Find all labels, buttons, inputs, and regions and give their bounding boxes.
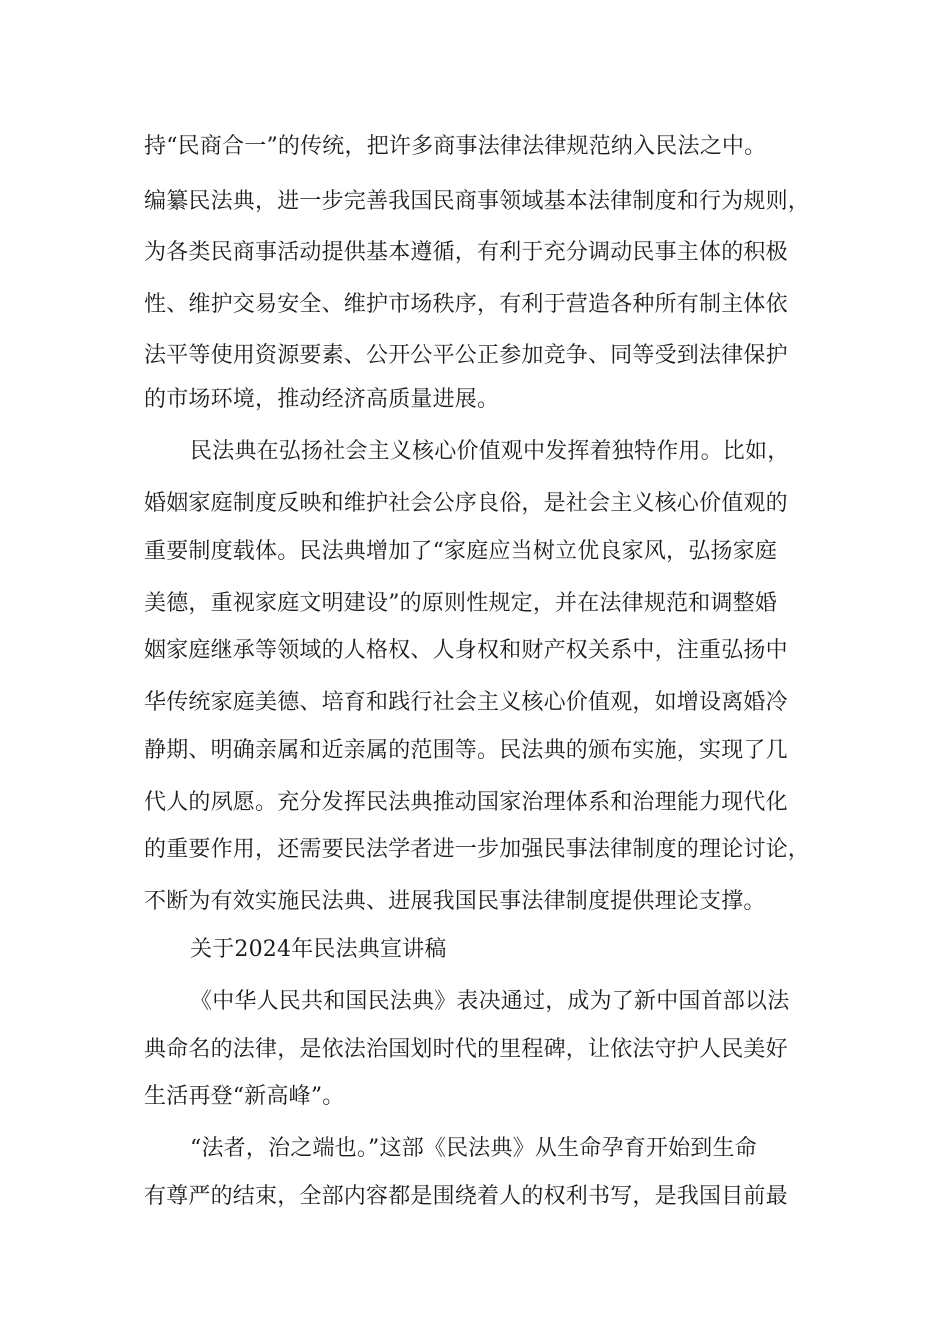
text-line: 姻家庭继承等领域的人格权、人身权和财产权关系中，注重弘扬中 <box>144 638 788 663</box>
text-line: 典命名的法律，是依法治国划时代的里程碑，让依法守护人民美好 <box>144 1037 788 1062</box>
text-line: 的市场环境，推动经济高质量进展。 <box>144 387 500 412</box>
text-line: 持“民商合一”的传统，把许多商事法律法律规范纳入民法之中。 <box>144 134 767 159</box>
text-line: 美德，重视家庭文明建设”的原则性规定，并在法律规范和调整婚 <box>144 591 778 616</box>
text-line: 性、维护交易安全、维护市场秩序，有利于营造各种所有制主体依 <box>144 292 788 317</box>
text-line: 不断为有效实施民法典、进展我国民事法律制度提供理论支撑。 <box>144 889 766 914</box>
text-line: 静期、明确亲属和近亲属的范围等。民法典的颁布实施，实现了几 <box>144 738 788 763</box>
paragraph-start-line: 《中华人民共和国民法典》表决通过，成为了新中国首部以法 <box>190 989 790 1014</box>
text-line: 编纂民法典，进一步完善我国民商事领域基本法律制度和行为规则， <box>144 189 811 214</box>
text-line: 婚姻家庭制度反映和维护社会公序良俗，是社会主义核心价值观的 <box>144 491 788 516</box>
paragraph-start-line: 民法典在弘扬社会主义核心价值观中发挥着独特作用。比如， <box>190 439 790 464</box>
text-line: 的重要作用，还需要民法学者进一步加强民事法律制度的理论讨论， <box>144 837 811 862</box>
section-heading: 关于2024年民法典宣讲稿 <box>190 937 447 962</box>
text-line: 重要制度载体。民法典增加了“家庭应当树立优良家风，弘扬家庭 <box>144 539 778 564</box>
text-line: 生活再登“新高峰”。 <box>144 1084 345 1109</box>
paragraph-start-line: “法者，治之端也。”这部《民法典》从生命孕育开始到生命 <box>190 1136 757 1161</box>
text-line: 有尊严的结束，全部内容都是围绕着人的权利书写，是我国目前最 <box>144 1184 788 1209</box>
text-line: 华传统家庭美德、培育和践行社会主义核心价值观，如增设离婚冷 <box>144 690 788 715</box>
text-line: 代人的夙愿。充分发挥民法典推动国家治理体系和治理能力现代化 <box>144 790 788 815</box>
text-line: 为各类民商事活动提供基本遵循，有利于充分调动民事主体的积极 <box>144 240 788 265</box>
text-line: 法平等使用资源要素、公开公平公正参加竞争、同等受到法律保护 <box>144 343 788 368</box>
